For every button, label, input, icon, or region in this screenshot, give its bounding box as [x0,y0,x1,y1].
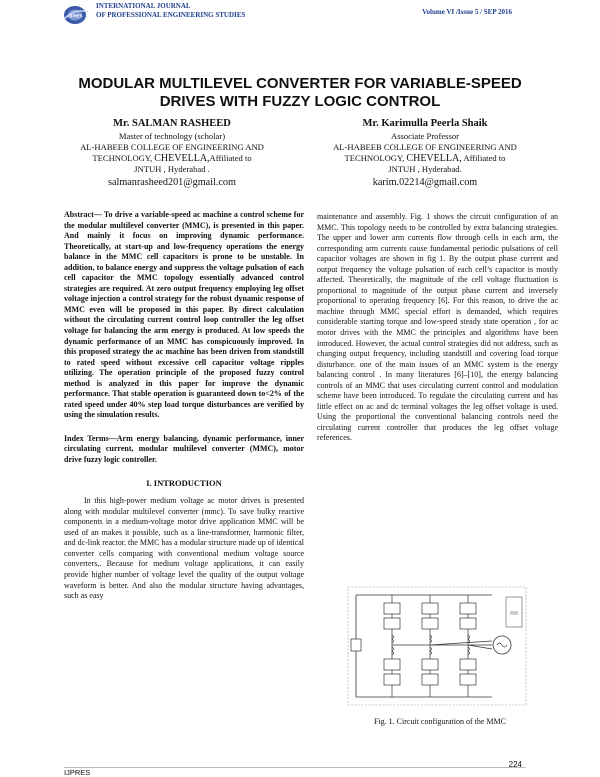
author-name: Mr. SALMAN RASHEED [113,118,231,129]
author-role: Associate Professor [390,131,460,141]
institution-part-a: TECHNOLOGY, [92,153,153,163]
author-institution-line1: AL-HABEEB COLLEGE OF ENGINEERING AND [80,142,264,152]
author-institution-line2 [305,153,545,164]
author-institution-line1: AL-HABEEB COLLEGE OF ENGINEERING AND [333,142,517,152]
figure-caption: Fig. 1. Circuit configuration of the MMC [374,717,506,726]
left-column [64,210,304,602]
institution-part-a: TECHNOLOGY, [344,153,405,163]
institution-part-c: Affiliated to [463,153,506,163]
author-institution-line2 [52,153,292,164]
mmc-circuit-figure [342,585,532,707]
institution-part-b: CHEVELLA, [154,153,210,164]
author-role: Master of technology (scholar) [118,131,226,141]
institution-part-c: Affiliated to [209,153,252,163]
volume-issue: Volume VI /Issue 5 / SEP 2016 [422,8,512,16]
section-heading-introduction: I. INTRODUCTION [146,477,222,488]
body-paragraph: maintenance and assembly. Fig. 1 shows the circuit configuration of an MMC. This topology needs to be controlled by extra balancing strategies. The upper and lower arm currents flow through cells in each arm, the corresponding arm currents cause fundamental periodic pulsations of cell capacitor voltages are shown in fig 1. By the output phase current and output frequency the voltage pulsation of each cell’s capacitor is mostly affected. Theoretically, the magnitude of the cell voltage fluctuation is proportional to magnitude of the output phase current and inversely proportional to operating frequency [6]. For this reason, to drive the ac machine through MMC special effort is demanded, which requires considerable starting torque and low-speed steady state operation , for ac motor drives with the MMC the principles and algorithms have been introduced. However, the actual control strategies did not address, such as changing output frequency, including standstill and covering load torque disturbance. one of the main issues of an MMC system is the energy balancing control . In many literatures [6]–[10], the energy balancing controls of an MMC that uses circulating current control and modulation scheme have been introduced. To regulate the circulating current and has little effect on ac and dc terminal voltages the leg offset voltage is used. Using the proportional the conventional balancing controls need the circulating current controller that produces the leg offset voltage references. [317,212,558,443]
journal-logo-icon [62,4,92,26]
institution-part-b: CHEVELLA, [406,153,462,164]
journal-name [96,2,245,20]
logo-text: IJPRES [67,13,83,19]
abstract: Abstract— To drive a variable-speed ac machine a control scheme for the modular multilevel converter (MMC), is presented in this paper. And mainly it focus on improving dynamic performance. Theoretically, at start-up and low-frequency operations the energy balance in the MMC cell capacitors is prone to be unstable. In addition, to balance energy and suppress the voltage pulsation of each cell capacitor the MMC topology essentially advanced control strategies are required. At zero output frequency employing leg offset voltage injection a control strategy for the robust dynamic response of MMC even will be proposed in this paper. By direct calculation without the circulating current control loop controller the leg offset voltage for balancing the arm energy is produced. At low speeds the dynamic performance of an MMC has conspicuously improved. In this proposed strategy the ac machine has been driven from standstill to rated speed without excessive cell capacitor voltage ripples utilizing. The operation principle of the proposed fuzzy control method is analyzed in this paper for improve the dynamic performance. That stable operation is guaranteed down to<2% of the rated speed under 40% step load torque disturbances are verified by using the simulation results. [64,210,304,420]
introduction-paragraph: In this high-power medium voltage ac motor drives is presented along with modular multilevel converter (mmc). To save bulky reactive components in a medium-voltage motor drive application MMC will be used of an makes it possible, such as a line-transformer, harmonic filter, and dc-link reactor. the MMC has a modular structure made up of identical converter cells comparing with conventional medium voltage source converters,. Because for medium voltage applications, it can easily provide higher number of voltage level the quality of the output voltage waveform is better. And also the modular structure having advantages, such as easy [64,496,304,601]
right-column [317,212,558,444]
author-name: Mr. Karimulla Peerla Shaik [362,118,488,129]
author-email: karim.02214@gmail.com [372,177,478,188]
index-terms: Index Terms—Arm energy balancing, dynamic performance, inner circulating current, modular multilevel converter (MMC), motor drive fuzzy logic controller. [64,433,304,465]
author-block-2 [305,117,545,190]
author-block-1 [52,117,292,190]
journal-name-line1: INTERNATIONAL JOURNAL [96,2,191,10]
author-institution-line3: JNTUH , Hyderabad. [388,164,462,174]
footer-journal: IJPRES [64,768,91,777]
page-number: 224 [508,760,522,769]
paper-title: MODULAR MULTILEVEL CONVERTER FOR VARIABLE-SPEED DRIVES WITH FUZZY LOGIC CONTROL [78,75,522,110]
footer-divider [64,767,526,768]
journal-header [0,0,600,28]
author-email: salmanrasheed201@gmail.com [108,177,236,188]
journal-name-line2: OF PROFESSIONAL ENGINEERING STUDIES [96,11,246,19]
author-institution-line3: JNTUH , Hyderabad . [134,164,210,174]
